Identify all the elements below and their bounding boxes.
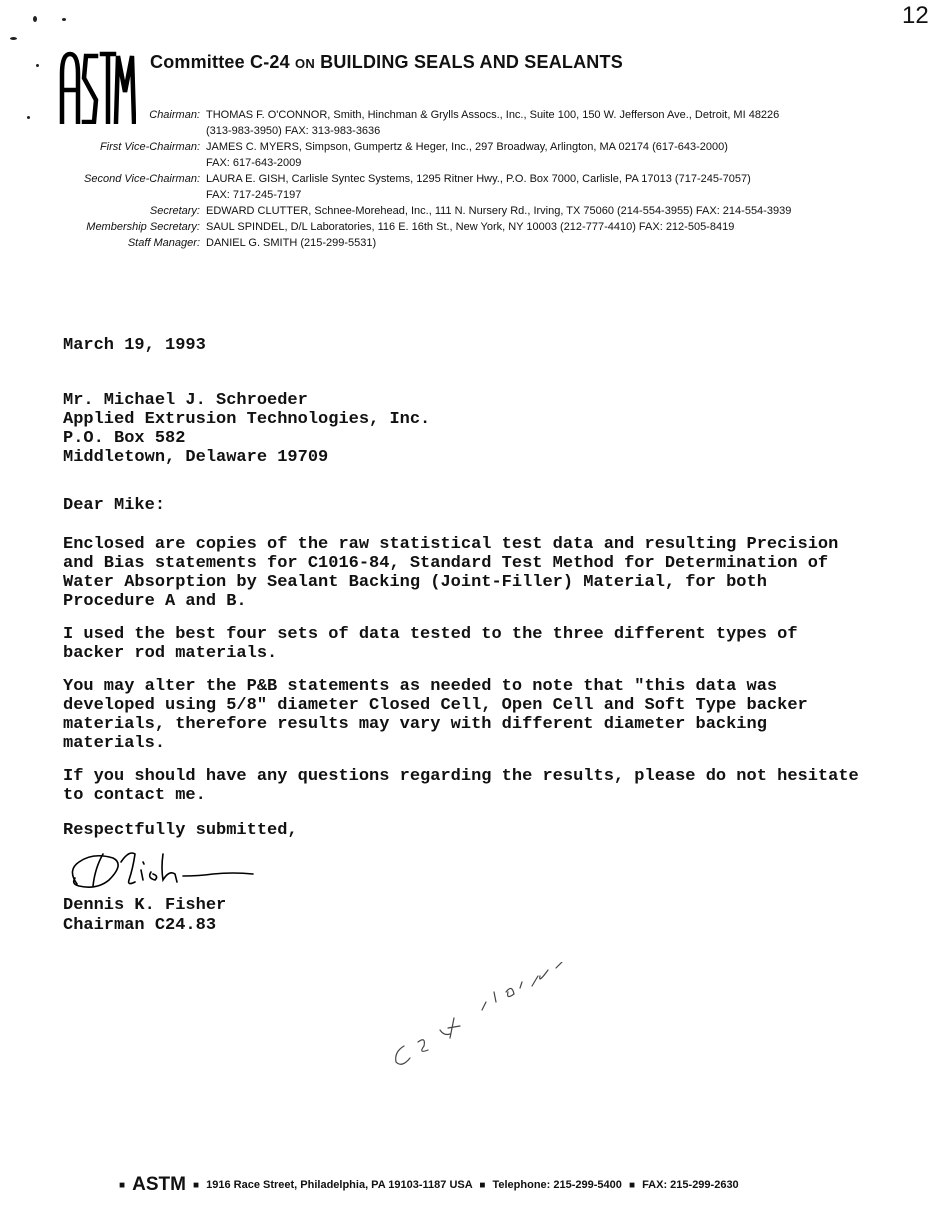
officer-detail-line: LAURA E. GISH, Carlisle Syntec Systems, 1295 Ritner Hwy., P.O. Box 7000, Carlisle, PA 17013 (717-245-7057) bbox=[206, 173, 751, 185]
complimentary-closing: Respectfully submitted, bbox=[63, 821, 298, 840]
footer-brand: ASTM bbox=[132, 1174, 186, 1195]
officers-list bbox=[40, 107, 896, 251]
officer-detail: SAUL SPINDEL, D/L Laboratories, 116 E. 16th St., New York, NY 10003 (212-777-4410) FAX: 212-505-8419 bbox=[206, 221, 735, 233]
recipient-line: P.O. Box 582 bbox=[63, 429, 186, 448]
officer-detail bbox=[206, 139, 896, 171]
committee-heading bbox=[150, 52, 623, 73]
officer-membership-secretary bbox=[40, 219, 896, 235]
handwritten-signature bbox=[63, 840, 263, 898]
officer-detail bbox=[206, 171, 896, 203]
signature-area bbox=[63, 840, 893, 896]
scan-speck bbox=[62, 18, 66, 21]
committee-on: ON bbox=[295, 56, 315, 71]
officer-role: First Vice-Chairman: bbox=[99, 141, 200, 153]
officer-chairman bbox=[40, 107, 896, 139]
recipient-address bbox=[63, 391, 893, 467]
signer-name: Dennis K. Fisher bbox=[63, 896, 227, 915]
body-paragraph: I used the best four sets of data tested to the three different types of backer rod materials. bbox=[63, 625, 798, 663]
body-paragraph: You may alter the P&B statements as needed to note that "this data was developed using 5/8" diameter Closed Cell, Open Cell and Soft Type backer materials, therefore results may vary with different diameter backing materials. bbox=[63, 677, 808, 753]
officer-detail: EDWARD CLUTTER, Schnee-Morehead, Inc., 111 N. Nursery Rd., Irving, TX 75060 (214-554-3955) FAX: 214-554-3939 bbox=[206, 205, 792, 217]
officer-detail bbox=[206, 107, 896, 139]
officer-detail-line: FAX: 717-245-7197 bbox=[206, 189, 302, 201]
body-paragraph: If you should have any questions regarding the results, please do not hesitate to contact me. bbox=[63, 767, 859, 805]
officer-role: Secretary: bbox=[149, 205, 200, 217]
footer-fax: FAX: 215-299-2630 bbox=[642, 1179, 739, 1191]
scan-speck bbox=[33, 16, 37, 22]
officer-first-vice-chairman bbox=[40, 139, 896, 171]
bullet-icon: ■ bbox=[193, 1180, 200, 1191]
officer-role: Membership Secretary: bbox=[86, 221, 200, 233]
bullet-icon: ■ bbox=[628, 1180, 635, 1191]
scan-speck bbox=[27, 116, 30, 119]
letterhead-footer bbox=[115, 1174, 739, 1196]
letter-date: March 19, 1993 bbox=[63, 336, 206, 355]
committee-prefix: Committee C-24 bbox=[150, 52, 290, 72]
letter-body bbox=[63, 336, 893, 936]
officer-role: Staff Manager: bbox=[127, 237, 200, 249]
footer-address: 1916 Race Street, Philadelphia, PA 19103-1187 USA bbox=[206, 1179, 473, 1191]
recipient-line: Applied Extrusion Technologies, Inc. bbox=[63, 410, 431, 429]
officer-secretary bbox=[40, 203, 896, 219]
officer-staff-manager bbox=[40, 235, 896, 251]
page-number: 12 bbox=[902, 2, 929, 29]
officer-detail-line: THOMAS F. O'CONNOR, Smith, Hinchman & Grylls Assocs., Inc., Suite 100, 150 W. Jefferson Ave., Detroit, MI 48226 bbox=[206, 109, 780, 121]
officer-detail-line: JAMES C. MYERS, Simpson, Gumpertz & Heger, Inc., 297 Broadway, Arlington, MA 02174 (617-643-2000) bbox=[206, 141, 728, 153]
officer-detail-line: FAX: 617-643-2009 bbox=[206, 157, 302, 169]
body-paragraph: Enclosed are copies of the raw statistical test data and resulting Precision and Bias statements for C1016-84, Standard Test Method for Determination of Water Absorption by Sealant Backing (Joint-Filler) Material, for both Procedure A and B. bbox=[63, 535, 839, 611]
officer-detail: DANIEL G. SMITH (215-299-5531) bbox=[206, 237, 377, 249]
committee-name: BUILDING SEALS AND SEALANTS bbox=[320, 52, 623, 72]
officer-second-vice-chairman bbox=[40, 171, 896, 203]
scan-speck bbox=[36, 64, 39, 67]
officer-role: Second Vice-Chairman: bbox=[84, 173, 200, 185]
officer-detail-line: (313-983-3950) FAX: 313-983-3636 bbox=[206, 125, 381, 137]
recipient-line: Mr. Michael J. Schroeder bbox=[63, 391, 308, 410]
signer-title: Chairman C24.83 bbox=[63, 916, 217, 935]
salutation: Dear Mike: bbox=[63, 496, 166, 515]
handwritten-file-note bbox=[388, 962, 578, 1072]
recipient-line: Middletown, Delaware 19709 bbox=[63, 448, 329, 467]
footer-telephone: Telephone: 215-299-5400 bbox=[492, 1179, 622, 1191]
signer-block bbox=[63, 896, 893, 936]
bullet-icon: ■ bbox=[479, 1180, 486, 1191]
bullet-icon: ■ bbox=[119, 1180, 126, 1191]
scan-speck bbox=[10, 37, 17, 40]
officer-role: Chairman: bbox=[149, 109, 200, 121]
